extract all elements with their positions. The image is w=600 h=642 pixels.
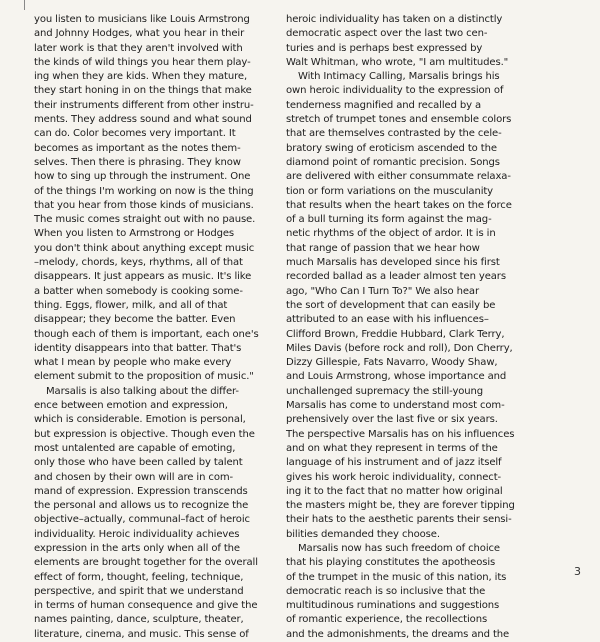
text-line: unchallenged supremacy the still-young (286, 385, 484, 397)
text-line: of romantic experience, the recollections (286, 614, 488, 626)
text-line: gives his work heroic individuality, connect- (286, 471, 502, 483)
text-line: of the trumpet in the music of this nation, its (286, 571, 507, 583)
text-line: language of his instrument and of jazz itself (286, 457, 502, 469)
text-line: ence between emotion and expression, (34, 400, 228, 412)
text-line: Walt Whitman, who wrote, "I am multitudes." (286, 56, 509, 68)
text-line: effect of form, thought, feeling, technique, (34, 571, 244, 583)
text-line: how to sing up through the instrument. One (34, 171, 251, 183)
text-line: Clifford Brown, Freddie Hubbard, Clark Terry, (286, 328, 505, 340)
text-line: tion or form variations on the musculanity (286, 185, 494, 197)
text-line: heroic individuality has taken on a distinctly (286, 14, 503, 25)
text-line: Miles Davis (before rock and roll), Don Cherry, (286, 342, 513, 354)
left-column (34, 13, 282, 642)
text-line: tenderness magnified and recalled by a (286, 99, 482, 111)
text-line: names painting, dance, sculpture, theater, (34, 614, 244, 626)
text-line: elements are brought together for the overall (34, 557, 258, 569)
text-line: that you hear from those kinds of musicians. (34, 199, 254, 211)
text-line: bratory swing of eroticism ascended to the (286, 142, 497, 154)
text-line: of a bull turning its form against the mag- (286, 214, 492, 226)
text-line: most untalented are capable of emoting, (34, 442, 236, 454)
text-line: thing. Eggs, flower, milk, and all of that (34, 299, 228, 311)
text-line: that results when the heart takes on the force (286, 199, 512, 211)
text-line: mand of expression. Expression transcends (34, 485, 248, 497)
text-line: Marsalis is also talking about the differ- (46, 385, 239, 397)
text-line: that his playing constitutes the apotheosis (286, 557, 496, 569)
text-line: democratic aspect over the last two cen- (286, 28, 488, 40)
text-line: selves. Then there is phrasing. They know (34, 156, 241, 168)
text-line: When you listen to Armstrong or Hodges (34, 228, 235, 240)
text-line: the sort of development that can easily be (286, 299, 496, 311)
text-line: becomes as important as the notes them- (34, 142, 241, 154)
text-line: turies and is perhaps best expressed by (286, 42, 483, 54)
text-line: The music comes straight out with no pause. (34, 214, 256, 226)
text-line: With Intimacy Calling, Marsalis brings his (298, 71, 500, 83)
page-edge-mark (24, 0, 25, 10)
text-line: Dizzy Gillespie, Fats Navarro, Woody Shaw, (286, 357, 498, 369)
paragraph (34, 13, 282, 385)
text-line: in terms of human consequence and give the (34, 600, 258, 612)
text-line: netic rhythms of the object of ardor. It is in (286, 228, 496, 240)
text-line: The perspective Marsalis has on his influences (286, 428, 515, 440)
text-line: much Marsalis has developed since his first (286, 257, 500, 269)
text-line: ing it to the fact that no matter how original (286, 485, 503, 497)
text-line: later work is that they aren't involved with (34, 42, 243, 54)
text-line: –melody, chords, keys, rhythms, all of that (34, 257, 243, 269)
text-line: and Johnny Hodges, what you hear in their (34, 28, 245, 40)
paragraph (286, 70, 534, 542)
text-line: attributed to an ease with his influences– (286, 314, 489, 326)
text-line: can do. Color becomes very important. It (34, 128, 236, 140)
text-line: prehensively over the last five or six years. (286, 414, 498, 426)
text-line: Marsalis has come to understand most com- (286, 400, 505, 412)
text-line: identity disappears into that batter. That's (34, 342, 242, 354)
text-line: their hats to the aesthetic parents their sensi- (286, 514, 512, 526)
text-line: own heroic individuality to the expression of (286, 85, 504, 97)
text-line: diamond point of romantic precision. Songs (286, 156, 500, 168)
paragraph (286, 542, 534, 642)
text-line: expression in the arts only when all of the (34, 542, 240, 554)
text-line: which is considerable. Emotion is personal, (34, 414, 246, 426)
text-line: their instruments different from other instru- (34, 99, 254, 111)
paragraph (34, 385, 282, 642)
text-line: disappear; they become the batter. Even (34, 314, 236, 326)
text-line: literature, cinema, and music. This sense of (34, 628, 249, 640)
text-line: democratic reach is so inclusive that the (286, 585, 486, 597)
text-line: what I mean by people who make every (34, 357, 232, 369)
text-line: they start honing in on the things that make (34, 85, 252, 97)
text-line: the kinds of wild things you hear them play- (34, 56, 251, 68)
text-line: multitudinous ruminations and suggestions (286, 600, 500, 612)
text-line: individuality. Heroic individuality achieves (34, 528, 240, 540)
text-line: disappears. It just appears as music. It's like (34, 271, 252, 283)
text-line: are delivered with either consummate relaxa- (286, 171, 511, 183)
text-line: you don't think about anything except music (34, 242, 255, 254)
text-line: and on what they represent in terms of the (286, 442, 498, 454)
text-line: a batter when somebody is cooking some- (34, 285, 243, 297)
text-line: Marsalis now has such freedom of choice (298, 542, 500, 554)
text-line: though each of them is important, each one's (34, 328, 259, 340)
text-line: the masters might be, they are forever tipping (286, 500, 515, 512)
text-line: and the admonishments, the dreams and the (286, 628, 510, 640)
right-column (286, 13, 534, 642)
text-line: that are themselves contrasted by the cele- (286, 128, 502, 140)
text-line: and chosen by their own will are in com- (34, 471, 234, 483)
page-number: 3 (574, 565, 581, 578)
text-line: recorded ballad as a leader almost ten years (286, 271, 506, 283)
text-line: ago, "Who Can I Turn To?" We also hear (286, 285, 479, 297)
text-line: of the things I'm working on now is the thing (34, 185, 254, 197)
text-line: stretch of trumpet tones and ensemble colors (286, 114, 512, 126)
text-line: the personal and allows us to recognize the (34, 500, 249, 512)
text-line: but expression is objective. Though even the (34, 428, 255, 440)
text-line: objective–actually, communal–fact of heroic (34, 514, 250, 526)
paragraph (286, 13, 534, 70)
text-line: that range of passion that we hear how (286, 242, 480, 254)
text-line: you listen to musicians like Louis Armstrong (34, 14, 250, 25)
text-line: only those who have been called by talent (34, 457, 243, 469)
text-line: and Louis Armstrong, whose importance and (286, 371, 507, 383)
text-line: ing when they are kids. When they mature, (34, 71, 248, 83)
text-line: ments. They address sound and what sound (34, 114, 252, 126)
text-line: perspective, and spirit that we understand (34, 585, 244, 597)
text-line: bilities demanded they choose. (286, 528, 440, 540)
text-line: element submit to the proposition of music." (34, 371, 254, 383)
